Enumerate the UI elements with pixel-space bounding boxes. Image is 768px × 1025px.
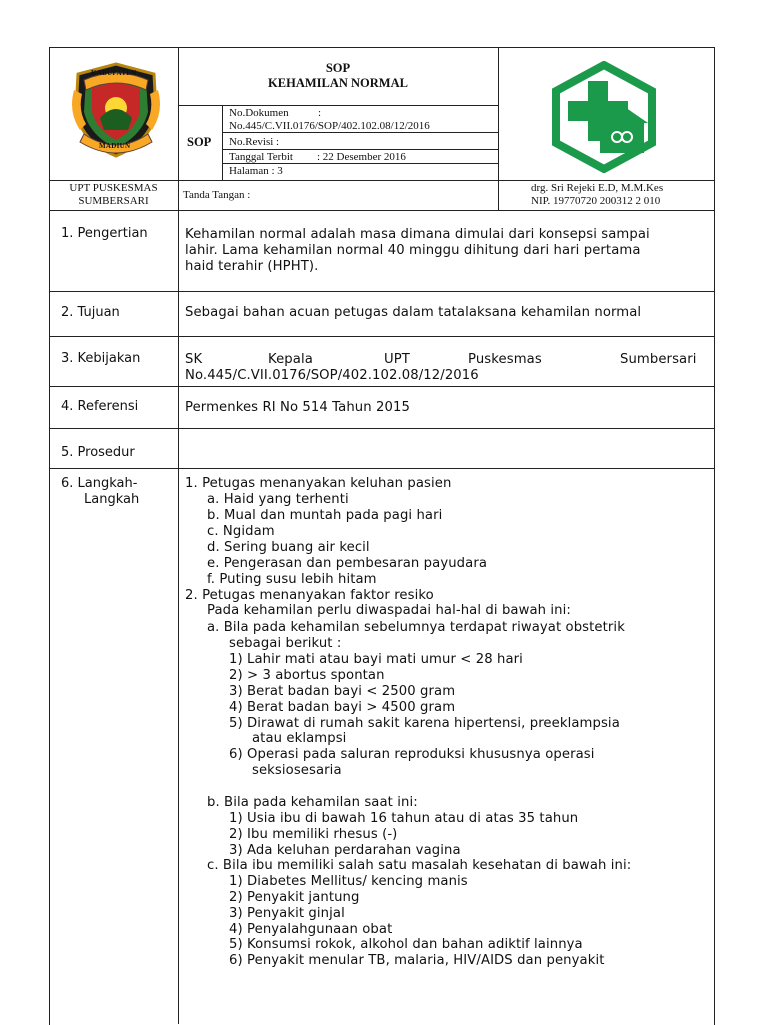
step-detail: 1) Diabetes Mellitus/ kencing manis [229, 874, 468, 889]
step-subitem: e. Pengerasan dan pembesaran payudara [207, 556, 488, 571]
kebijakan-number: No.445/C.VII.0176/SOP/402.102.08/12/2016 [185, 368, 479, 383]
step-subitem: f. Puting susu lebih hitam [207, 572, 377, 587]
label-kebijakan: 3. Kebijakan [61, 351, 141, 366]
step-detail: 2) Penyakit jantung [229, 890, 360, 905]
pengertian-line: Kehamilan normal adalah masa dimana dimulai dari konsepsi sampai [185, 227, 650, 242]
step-subitem-cont: sebagai berikut : [229, 636, 342, 651]
no-dokumen-value: No.445/C.VII.0176/SOP/402.102.08/12/2016 [229, 120, 430, 132]
divider [49, 180, 714, 181]
divider [49, 291, 714, 292]
kebijakan-word: UPT [384, 352, 410, 367]
label-langkah: 6. Langkah- [61, 476, 138, 491]
divider [222, 149, 498, 150]
divider [498, 47, 499, 211]
step-detail: 3) Ada keluhan perdarahan vagina [229, 843, 461, 858]
step-subitem: a. Haid yang terhenti [207, 492, 349, 507]
tanggal-value: : 22 Desember 2016 [317, 151, 406, 163]
label-tujuan: 2. Tujuan [61, 305, 120, 320]
sop-label: SOP [187, 135, 212, 149]
label-prosedur: 5. Prosedur [61, 445, 135, 460]
step-detail-cont: atau eklampsi [252, 731, 347, 746]
step-subitem: c. Ngidam [207, 524, 275, 539]
step-detail: 3) Penyakit ginjal [229, 906, 345, 921]
kebijakan-word: SK [185, 352, 203, 367]
step-detail: 4) Penyalahgunaan obat [229, 922, 393, 937]
org-name-line1: UPT PUSKESMAS [69, 182, 158, 194]
step-subitem: a. Bila pada kehamilan sebelumnya terdapat riwayat obstetrik [207, 620, 625, 635]
tanggal-label: Tanggal Terbit [229, 151, 293, 163]
step-detail: 6) Penyakit menular TB, malaria, HIV/AIDS dan penyakit [229, 953, 605, 968]
step-detail: 6) Operasi pada saluran reproduksi khususnya operasi [229, 747, 595, 762]
no-dokumen-colon: : [318, 107, 322, 119]
kebijakan-word: Sumbersari [620, 352, 697, 367]
step-detail: 1) Usia ibu di bawah 16 tahun atau di atas 35 tahun [229, 811, 579, 826]
divider [49, 336, 714, 337]
step-detail: 1) Lahir mati atau bayi mati umur < 28 hari [229, 652, 523, 667]
label-langkah-2: Langkah [84, 492, 140, 507]
divider [222, 105, 223, 181]
org-name-line2: SUMBERSARI [78, 195, 149, 207]
divider [49, 386, 714, 387]
label-pengertian: 1. Pengertian [61, 226, 148, 241]
halaman: Halaman : 3 [229, 165, 283, 177]
step-subitem: d. Sering buang air kecil [207, 540, 370, 555]
divider [49, 468, 714, 469]
kebijakan-word: Kepala [268, 352, 313, 367]
divider [222, 163, 498, 164]
step-subitem: b. Bila pada kehamilan saat ini: [207, 795, 418, 810]
step-detail: 5) Dirawat di rumah sakit karena hipertensi, preeklampsia [229, 716, 620, 731]
step-subitem: b. Mual dan muntah pada pagi hari [207, 508, 443, 523]
step-item: 1. Petugas menanyakan keluhan pasien [185, 476, 452, 491]
referensi-text: Permenkes RI No 514 Tahun 2015 [185, 400, 410, 415]
step-detail: 5) Konsumsi rokok, alkohol dan bahan adiktif lainnya [229, 937, 583, 952]
no-revisi: No.Revisi : [229, 136, 280, 148]
pengertian-line: lahir. Lama kehamilan normal 40 minggu dihitung dari hari pertama [185, 243, 641, 258]
pengertian-line: haid terahir (HPHT). [185, 259, 319, 274]
logo-text-top: KABUPATEN [91, 69, 137, 77]
logo-text-bottom: MADIUN [99, 142, 131, 150]
step-subitem: c. Bila ibu memiliki salah satu masalah kesehatan di bawah ini: [207, 858, 632, 873]
step-item: 2. Petugas menanyakan faktor resiko [185, 588, 434, 603]
step-detail: 2) Ibu memiliki rhesus (-) [229, 827, 398, 842]
signer-name: drg. Sri Rejeki E.D, M.M.Kes [531, 182, 664, 194]
label-referensi: 4. Referensi [61, 399, 139, 414]
tujuan-text: Sebagai bahan acuan petugas dalam tatalaksana kehamilan normal [185, 305, 642, 320]
step-detail: 4) Berat badan bayi > 4500 gram [229, 700, 456, 715]
tanda-tangan: Tanda Tangan : [183, 189, 251, 201]
step-detail-cont: seksiosesaria [252, 763, 342, 778]
step-detail: 3) Berat badan bayi < 2500 gram [229, 684, 456, 699]
kebijakan-word: Puskesmas [468, 352, 542, 367]
no-dokumen-label: No.Dokumen [229, 107, 289, 119]
signer-nip: NIP. 19770720 200312 2 010 [531, 195, 661, 207]
divider [49, 428, 714, 429]
puskesmas-logo [550, 61, 658, 173]
divider [178, 47, 179, 1024]
divider [178, 105, 498, 106]
divider [222, 132, 498, 133]
doc-title-sop: SOP [325, 61, 351, 75]
doc-title: KEHAMILAN NORMAL [268, 76, 408, 90]
step-detail: 2) > 3 abortus spontan [229, 668, 385, 683]
divider [49, 210, 714, 211]
step-intro: Pada kehamilan perlu diwaspadai hal-hal di bawah ini: [207, 603, 571, 618]
